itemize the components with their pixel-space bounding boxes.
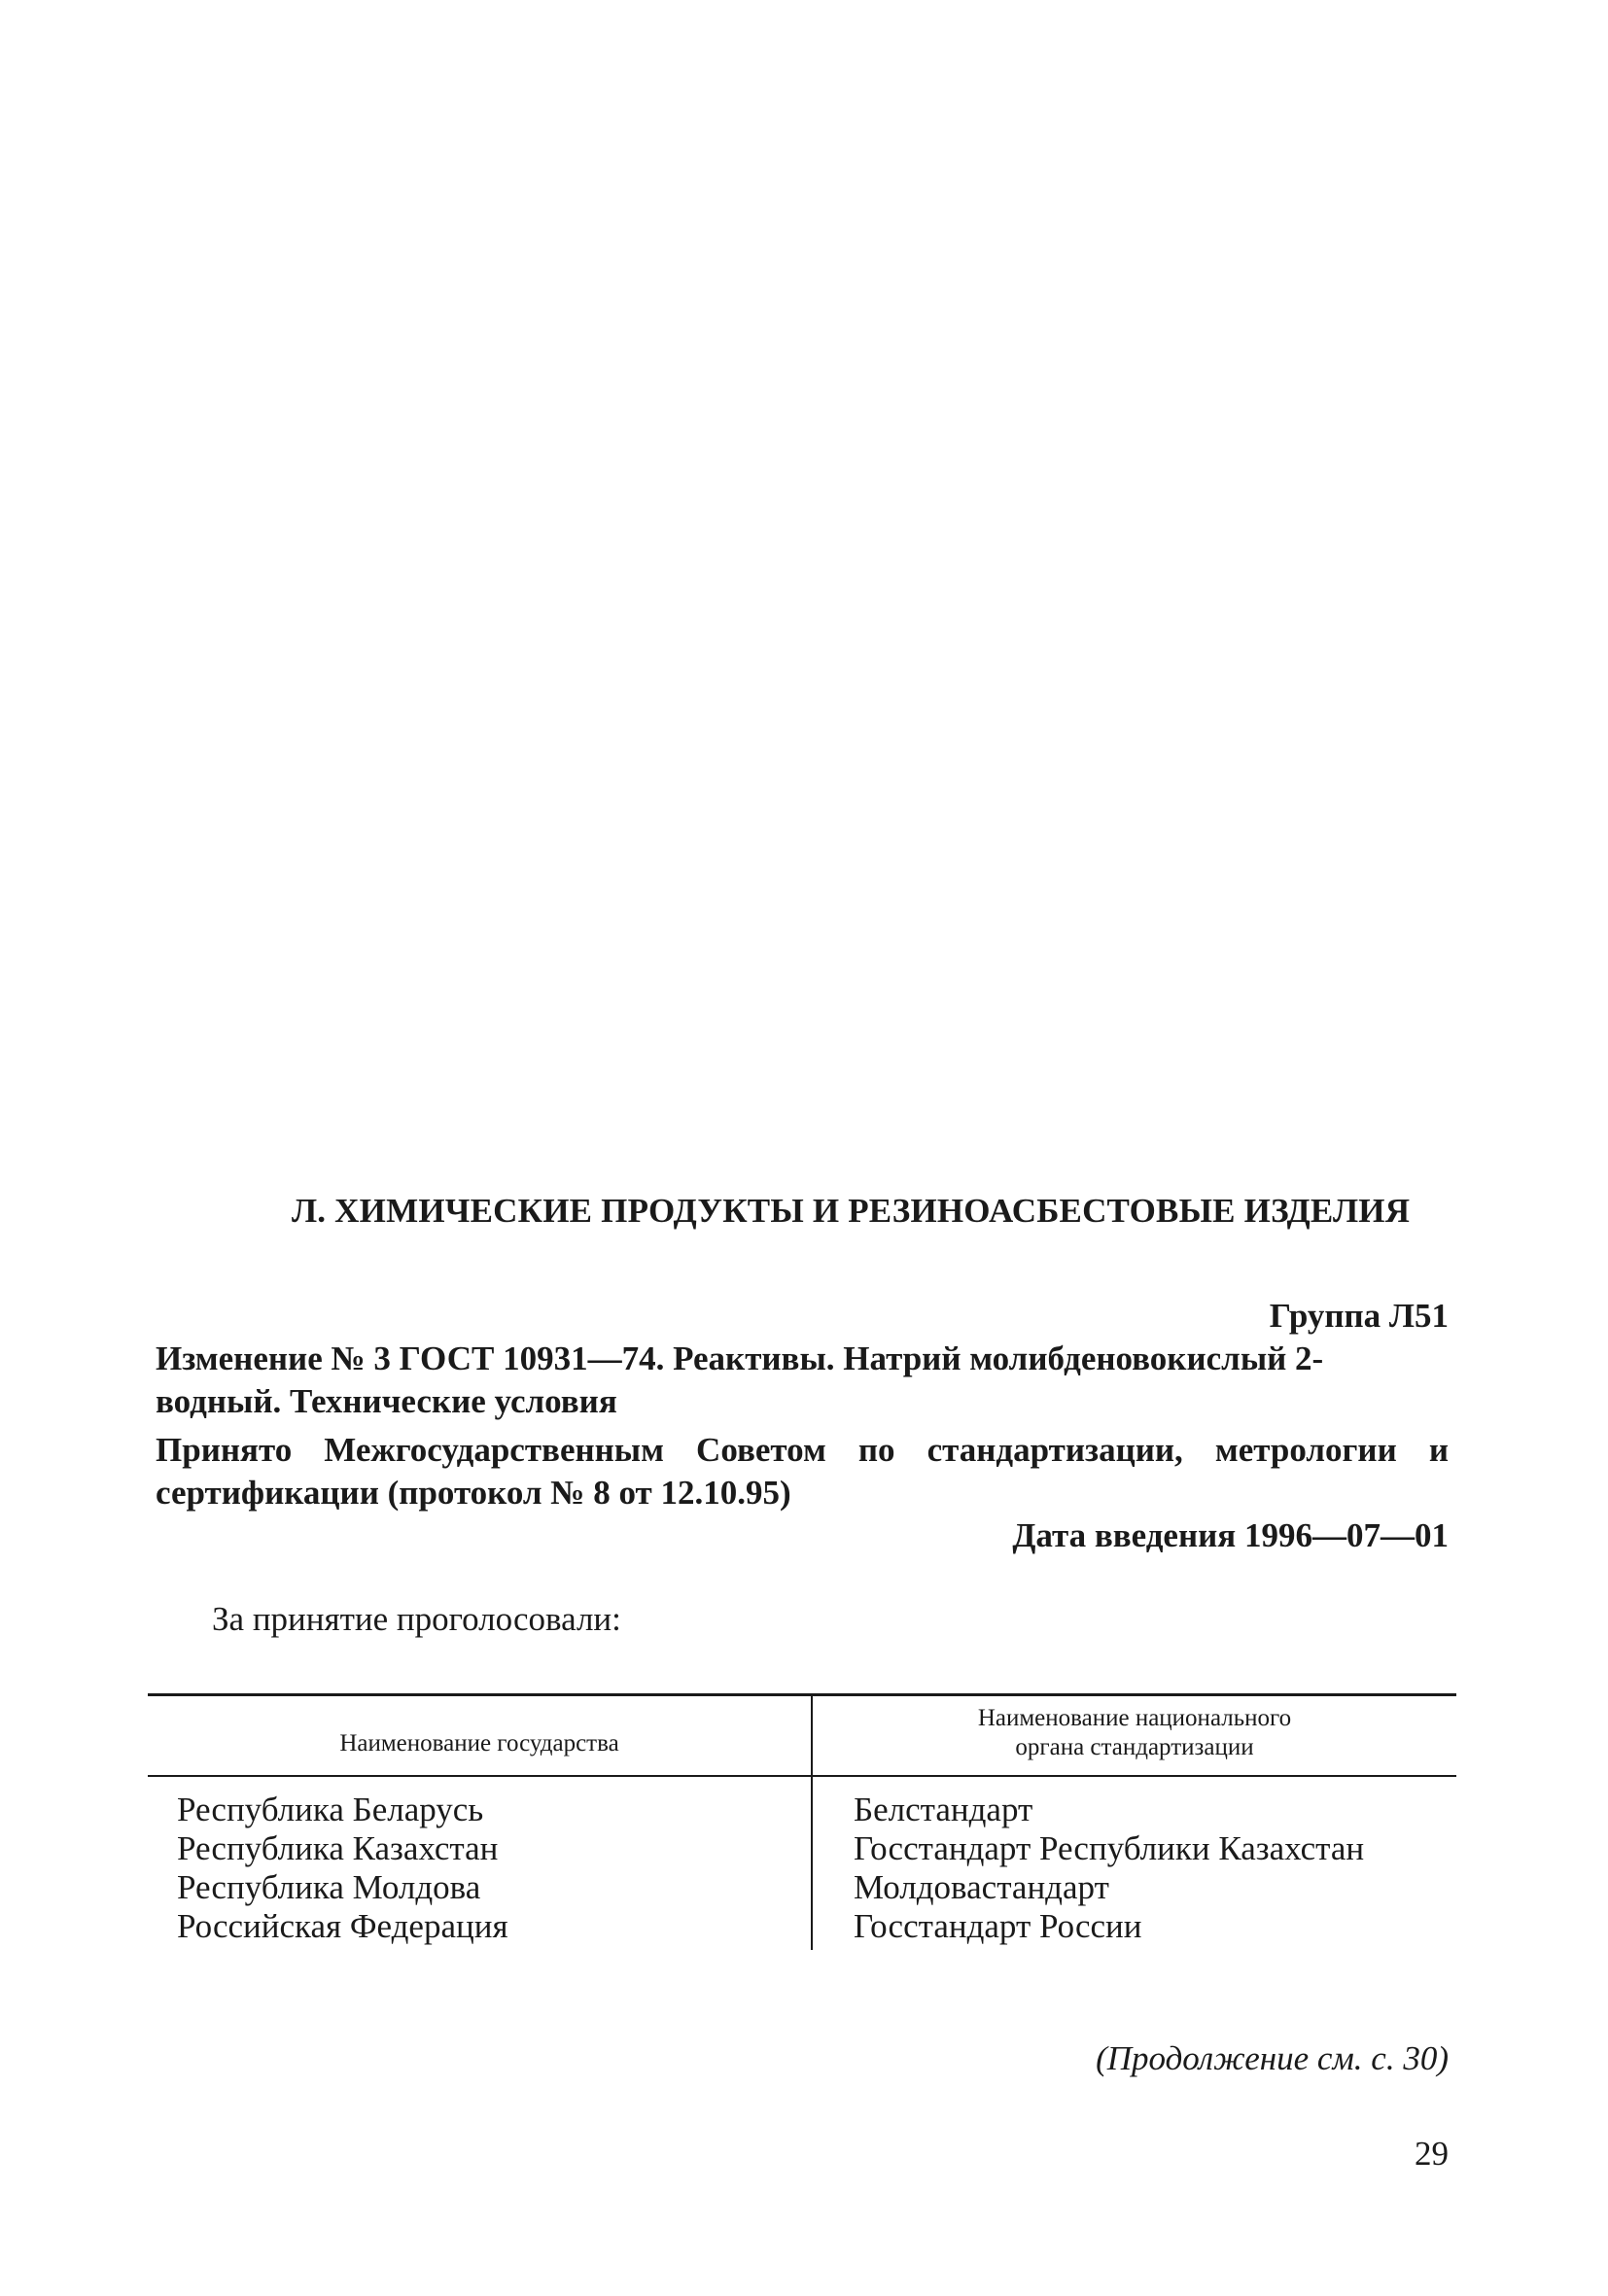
group-label: Группа Л51: [1269, 1297, 1449, 1335]
state-cell: Российская Федерация: [177, 1907, 508, 1945]
header-standards-body-line1: Наименование национального: [977, 1705, 1292, 1731]
state-cell: Республика Казахстан: [177, 1829, 499, 1867]
standards-body-cell: Госстандарт России: [854, 1907, 1142, 1945]
table-top-rule: [148, 1693, 1456, 1696]
introduction-date: Дата введения 1996—07—01: [1012, 1516, 1449, 1554]
standards-body-cell: Белстандарт: [854, 1791, 1033, 1828]
adopted-statement: Принято Межгосударственным Советом по стандартизации, метрологии и сертификации (протокол № 8 от 12.10.95): [156, 1431, 1449, 1512]
state-cell: Республика Молдова: [177, 1868, 481, 1906]
standards-body-cell: Госстандарт Республики Казахстан: [854, 1829, 1365, 1867]
change-title: Изменение № 3 ГОСТ 10931—74. Реактивы. Натрий молибденовокислый 2-водный. Технические условия: [156, 1339, 1324, 1420]
section-title: Л. ХИМИЧЕСКИЕ ПРОДУКТЫ И РЕЗИНОАСБЕСТОВЫЕ ИЗДЕЛИЯ: [292, 1192, 1411, 1230]
state-cell: Республика Беларусь: [177, 1791, 484, 1828]
header-standards-body: [813, 1704, 1456, 1762]
standards-bodies-column: [854, 1791, 1364, 1946]
page-number: 29: [1415, 2135, 1449, 2173]
table-header-rule: [148, 1775, 1456, 1777]
header-state: Наименование государства: [339, 1730, 619, 1757]
header-standards-body-line2: органа стандартизации: [1015, 1734, 1254, 1760]
continued-note: (Продолжение см. с. 30): [1096, 2039, 1449, 2077]
states-column: [177, 1791, 508, 1946]
standards-body-cell: Молдовастандарт: [854, 1868, 1109, 1906]
voted-label: За принятие проголосовали:: [212, 1600, 621, 1638]
